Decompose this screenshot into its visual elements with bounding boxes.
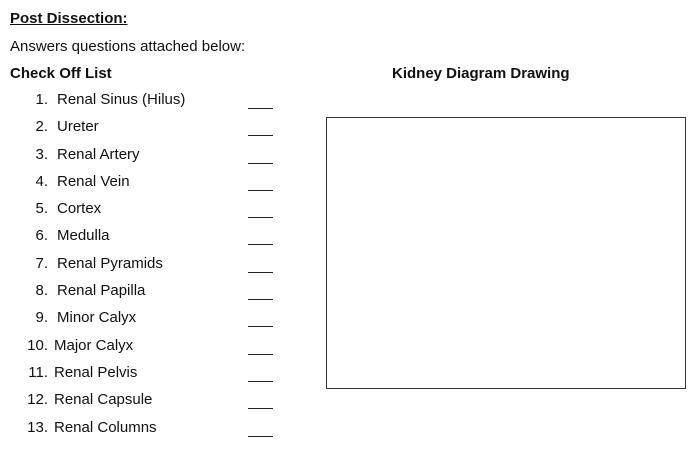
checklist-item-renal-pelvis [0,363,300,390]
checklist-item-ureter [0,117,300,144]
item-label: Renal Sinus (Hilus) [57,91,186,108]
item-number: 11. [28,363,48,381]
check-off-blank[interactable] [248,108,273,109]
item-number: 1. [35,91,48,108]
checklist-item-renal-columns [0,418,300,445]
checklist-item-medulla [0,226,300,253]
item-number: 5. [35,200,48,218]
check-off-blank[interactable] [248,272,273,273]
checklist-item-renal-pyramids [0,254,300,281]
checklist-item-cortex [0,199,300,226]
item-label: Major Calyx [54,336,134,354]
check-off-blank[interactable] [248,354,273,355]
checklist-item-minor-calyx [0,308,300,335]
item-number: 12. [27,391,48,409]
check-off-blank[interactable] [248,135,273,136]
diagram-heading: Kidney Diagram Drawing [392,65,570,82]
item-label: Minor Calyx [57,309,137,327]
page-title: Post Dissection: [10,10,128,27]
checklist-item-renal-papilla [0,281,300,308]
item-number: 3. [35,145,48,163]
item-label: Renal Columns [54,418,157,436]
check-off-blank[interactable] [248,408,273,409]
check-off-list [0,90,300,445]
item-label: Renal Vein [57,172,130,190]
check-off-blank[interactable] [248,436,273,437]
instructions-text: Answers questions attached below: [10,38,246,55]
item-label: Renal Artery [57,145,140,163]
item-label: Cortex [57,200,102,218]
item-label: Renal Capsule [54,391,153,409]
item-label: Ureter [57,118,99,136]
check-off-blank[interactable] [248,190,273,191]
item-label: Medulla [57,227,110,245]
item-number: 4. [35,172,48,190]
check-off-blank[interactable] [248,244,273,245]
check-off-blank[interactable] [248,381,273,382]
item-label: Renal Papilla [57,282,146,300]
item-number: 9. [35,309,48,327]
checklist-item-renal-capsule [0,390,300,417]
item-number: 6. [35,227,48,245]
checklist-item-major-calyx [0,336,300,363]
checklist-item-renal-artery [0,145,300,172]
item-number: 2. [35,118,48,136]
checklist-heading: Check Off List [10,65,112,82]
item-number: 8. [35,282,48,300]
item-number: 10. [27,336,48,354]
check-off-blank[interactable] [248,299,273,300]
checklist-item-renal-vein [0,172,300,199]
item-label: Renal Pelvis [54,363,138,381]
item-number: 13. [27,418,48,436]
item-number: 7. [35,254,48,272]
check-off-blank[interactable] [248,217,273,218]
check-off-blank[interactable] [248,326,273,327]
kidney-drawing-area[interactable] [326,117,686,389]
check-off-blank[interactable] [248,163,273,164]
item-label: Renal Pyramids [57,254,163,272]
checklist-item-renal-sinus [0,90,300,117]
